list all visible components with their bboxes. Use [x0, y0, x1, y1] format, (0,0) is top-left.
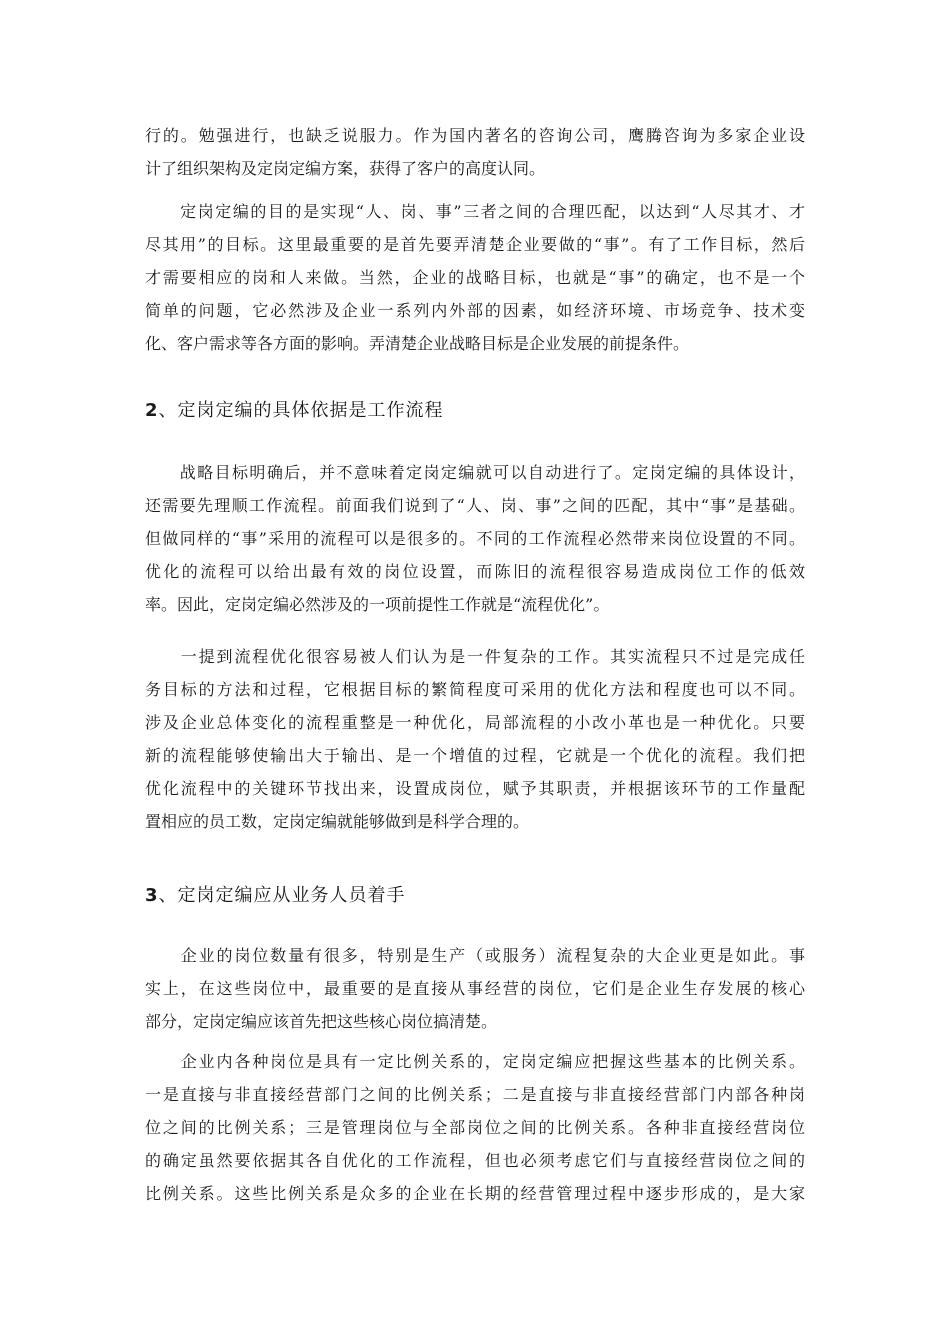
text-line: 定岗定编的目的是实现“人、岗、事”三者之间的合理匹配，以达到“人尽其才、才	[145, 202, 805, 221]
text-line: 简单的问题，它必然涉及企业一系列内外部的因素，如经济环境、市场竞争、技术变	[145, 301, 805, 320]
text-line: 实上，在这些岗位中，最重要的是直接从事经营的岗位，它们是企业生存发展的核心	[145, 979, 805, 998]
text-line: 行的。勉强进行，也缺乏说服力。作为国内著名的咨询公司，鹰腾咨询为多家企业设	[145, 126, 805, 145]
text-line: 但做同样的“事”采用的流程可以是很多的。不同的工作流程必然带来岗位设置的不同。	[145, 529, 805, 548]
paragraph-3	[145, 456, 805, 621]
text-line: 置相应的员工数，定岗定编就能够做到是科学合理的。	[145, 812, 530, 831]
text-line: 务目标的方法和过程，它根据目标的繁简程度可采用的优化方法和程度也可以不同。	[145, 680, 805, 699]
paragraph-1	[145, 119, 805, 185]
section-title: 、定岗定编的具体依据是工作流程	[158, 400, 444, 421]
paragraph-6	[145, 1045, 805, 1210]
text-line: 计了组织架构及定岗定编方案，获得了客户的高度认同。	[145, 159, 546, 178]
text-line: 的确定虽然要依据其各自优化的工作流程，但也必须考虑它们与直接经营岗位之间的	[145, 1151, 805, 1170]
paragraph-2	[145, 195, 805, 360]
text-line: 部分，定岗定编应该首先把这些核心岗位搞清楚。	[145, 1012, 498, 1031]
text-line: 化、客户需求等各方面的影响。弄清楚企业战略目标是企业发展的前提条件。	[145, 334, 690, 353]
text-line: 一提到流程优化很容易被人们认为是一件复杂的工作。其实流程只不过是完成任	[145, 647, 805, 666]
section-heading-3	[145, 881, 406, 907]
text-line: 比例关系。这些比例关系是众多的企业在长期的经营管理过程中逐步形成的，是大家	[145, 1184, 805, 1203]
section-number: 2	[145, 400, 159, 421]
section-heading-2	[145, 396, 444, 422]
text-line: 还需要先理顺工作流程。前面我们说到了“人、岗、事”之间的匹配，其中“事”是基础。	[145, 496, 805, 515]
text-line: 一是直接与非直接经营部门之间的比例关系；二是直接与非直接经营部门内部各种岗	[145, 1085, 805, 1104]
text-line: 新的流程能够使输出大于输出、是一个增值的过程，它就是一个优化的流程。我们把	[145, 746, 805, 765]
paragraph-5	[145, 939, 805, 1038]
section-title: 、定岗定编应从业务人员着手	[158, 885, 406, 906]
text-line: 优化的流程可以给出最有效的岗位设置，而陈旧的流程很容易造成岗位工作的低效	[145, 562, 805, 581]
section-number: 3	[145, 885, 159, 906]
text-line: 尽其用”的目标。这里最重要的是首先要弄清楚企业要做的“事”。有了工作目标，然后	[145, 235, 805, 254]
text-line: 位之间的比例关系；三是管理岗位与全部岗位之间的比例关系。各种非直接经营岗位	[145, 1118, 805, 1137]
text-line: 企业的岗位数量有很多，特别是生产（或服务）流程复杂的大企业更是如此。事	[145, 946, 805, 965]
paragraph-4	[145, 640, 805, 838]
text-line: 率。因此，定岗定编必然涉及的一项前提性工作就是“流程优化”。	[145, 595, 610, 614]
text-line: 战略目标明确后，并不意味着定岗定编就可以自动进行了。定岗定编的具体设计，	[145, 463, 805, 482]
text-line: 企业内各种岗位是具有一定比例关系的，定岗定编应把握这些基本的比例关系。	[145, 1052, 805, 1071]
text-line: 涉及企业总体变化的流程重整是一种优化，局部流程的小改小革也是一种优化。只要	[145, 713, 805, 732]
text-line: 才需要相应的岗和人来做。当然，企业的战略目标，也就是“事”的确定，也不是一个	[145, 268, 805, 287]
text-line: 优化流程中的关键环节找出来，设置成岗位，赋予其职责，并根据该环节的工作量配	[145, 779, 805, 798]
